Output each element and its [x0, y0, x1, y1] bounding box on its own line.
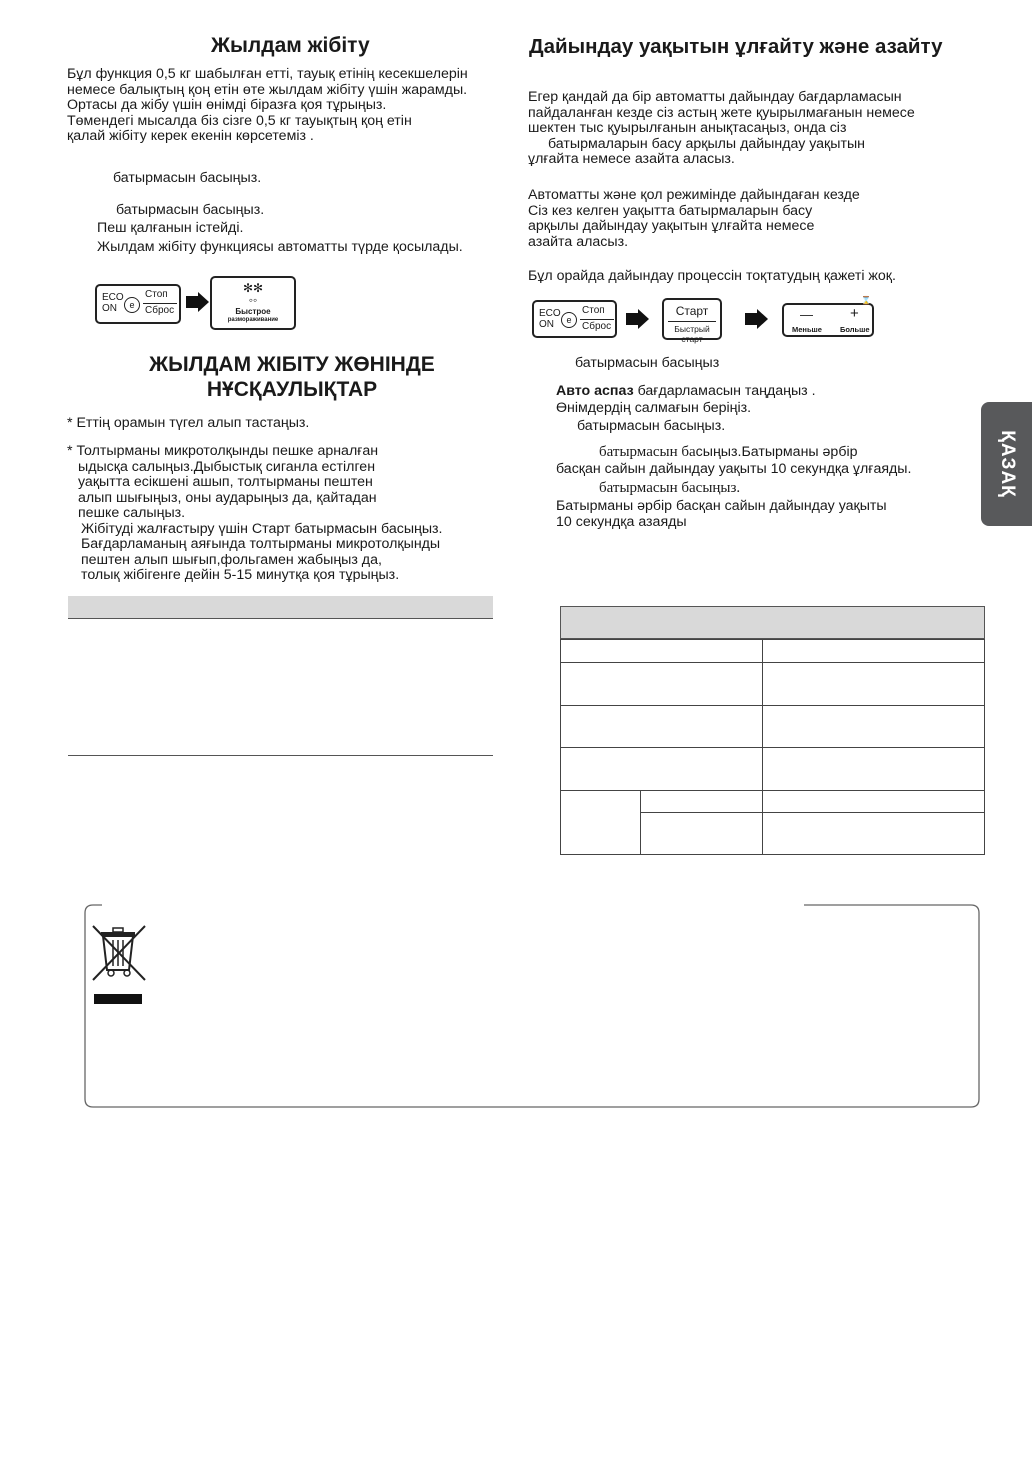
arrow-head-icon — [638, 309, 649, 329]
defrost-notes-title — [68, 352, 516, 402]
table-cell — [561, 791, 641, 855]
note-line: * Толтырманы микротолқынды пешке арналған — [67, 443, 379, 459]
para-line: шектен тыс қуырылғанын анықтасаңыз, онда сіз — [528, 120, 847, 136]
notes-title-line: ЖЫЛДАМ ЖІБІТУ ЖӨНІНДЕ — [149, 353, 435, 376]
step-text — [556, 384, 816, 400]
eco-label: ECO — [102, 292, 124, 303]
step-text: Өнімдердің салмағын беріңіз. — [556, 400, 752, 416]
disposal-notice-frame — [84, 904, 981, 1110]
para-line: Автоматты және қол режимінде дайындаған кезде — [528, 187, 860, 203]
table-cell — [763, 748, 985, 791]
note-line: пешке салыңыз. — [78, 505, 186, 521]
para-line: пайдаланған кезде сіз астың жете қуырылмағанын немесе — [528, 104, 915, 121]
on-label: ON — [539, 319, 554, 330]
para-line: Сіз кез келген уақытта батырмаларын басу — [528, 202, 813, 219]
para-line: батырмаларын басу арқылы дайындау уақытын — [548, 135, 865, 152]
start-label: Старт — [675, 304, 709, 318]
eco-label: ECO — [539, 308, 561, 319]
note-line: Жібітуді жалғастыру үшін Старт батырмасын басыңыз. — [81, 520, 443, 537]
table-cell — [763, 640, 985, 663]
table-cell — [561, 663, 763, 706]
step-text: батырмасын басыңыз. — [577, 418, 726, 434]
reset-label: Сброс — [582, 321, 612, 332]
eco-leaf-icon: e — [124, 297, 140, 313]
note-line: толық жібігенге дейін 5-15 минутқа қоя тұрыңыз. — [81, 567, 400, 583]
plus-sign: + — [850, 305, 859, 322]
more-label: Больше — [840, 325, 870, 334]
intro-line: қалай жібіту керек екенін көрсетеміз . — [67, 128, 314, 144]
auto-cook-label: Авто аспаз — [556, 383, 634, 399]
quick-defrost-intro — [67, 67, 468, 145]
step-text: Батырманы әрбір басқан сайын дайындау уақыты — [556, 498, 887, 514]
defrost-label: Быстрое — [235, 307, 271, 316]
notes-title-line: НҰСҚАУЛЫҚТАР — [206, 378, 378, 401]
left-table-bottom-rule — [68, 755, 493, 756]
table-cell — [561, 640, 763, 663]
stop-label: Стоп — [582, 305, 605, 316]
adjust-para-3: Бұл орайда дайындау процессін тоқтатудың қажеті жоқ. — [528, 268, 896, 284]
on-label: ON — [102, 303, 117, 314]
step-text: батырмасын басыңыз. — [116, 202, 265, 218]
table-cell — [763, 791, 985, 813]
left-table-header — [68, 596, 493, 619]
step-text: батырмасын басыңыз. — [599, 480, 741, 496]
note-line: Бағдарламаның аяғында толтырманы микротолқынды — [81, 536, 441, 552]
table-cell — [561, 706, 763, 748]
eco-stop-button — [532, 300, 617, 338]
arrow-head-icon — [757, 309, 768, 329]
note-line: уақытта есікшені ашып, толтырманы пештен — [78, 474, 373, 490]
eco-leaf-icon: e — [561, 312, 577, 328]
step-text: Пеш қалғанын істейді. — [97, 220, 244, 236]
intro-line: немесе балықтың қоң етін өте жылдам жібіту үшін жарамды. — [67, 81, 468, 98]
para-line: арқылы дайындау уақытын ұлғайта немесе — [528, 218, 815, 234]
note-line: алып шығыңыз, оны аударыңыз да, қайтадан — [78, 489, 377, 506]
quick-defrost-button — [210, 276, 296, 330]
para-line: Егер қандай да бір автоматты дайындау бағдарламасын — [528, 89, 902, 105]
stop-label: Стоп — [145, 289, 168, 300]
quick-start-label: Быстрый старт — [674, 324, 710, 344]
step-text: батырмасын басыңыз — [575, 355, 720, 371]
table-cell — [641, 791, 763, 813]
step-text-rest: бағдарламасын таңдаңыз . — [637, 383, 816, 399]
minus-sign: — — [800, 307, 813, 322]
arrow-icon — [626, 313, 638, 325]
right-table-header — [560, 606, 985, 639]
note-line: пештен алып шығып,фольгамен жабыңыз да, — [81, 551, 382, 568]
step-text: батырмасын басыңыз.Батырманы әрбір — [599, 444, 858, 460]
arrow-icon — [186, 296, 198, 308]
less-more-button — [782, 296, 874, 337]
eco-stop-button — [95, 284, 181, 324]
note-item: * Еттің орамын түгел алып тастаңыз. — [67, 415, 310, 431]
table-cell — [763, 663, 985, 706]
arrow-head-icon — [198, 292, 209, 312]
intro-line: Бұл функция 0,5 кг шабылған етті, тауық етінің кесекшелерін — [67, 66, 468, 82]
quick-defrost-title: Жылдам жібіту — [211, 34, 370, 57]
para-line: ұлғайта немесе азайта аласыз. — [528, 151, 735, 167]
step-text: Жылдам жібіту функциясы автоматты түрде қосылады. — [97, 239, 463, 255]
table-cell — [641, 813, 763, 855]
intro-line: Ортасы да жібу үшін өнімді біразға қоя тұрыңыз. — [67, 97, 387, 113]
para-line: азайта аласыз. — [528, 233, 629, 250]
defrost-label: размораживание — [227, 317, 279, 323]
weight-icon: ⌛ — [861, 296, 871, 305]
intro-line: Төмендегі мысалда біз сізге 0,5 кг тауықтың қоң етін — [67, 112, 412, 129]
reset-label: Сброс — [145, 305, 175, 316]
snowflake-drops-icon: ✻✻ ◦◦ — [242, 281, 264, 307]
crossed-bin-icon — [89, 924, 147, 1006]
start-button — [662, 298, 722, 344]
table-cell — [763, 813, 985, 855]
less-label: Меньше — [792, 325, 822, 334]
language-tab — [981, 402, 1032, 526]
step-text: 10 секундқа азаяды — [556, 514, 687, 530]
language-tab-label: ҚАЗАҚ — [996, 430, 1018, 498]
cook-time-adjust-title: Дайындау уақытын ұлғайту және азайту — [529, 35, 943, 58]
note-line: ыдысқа салыңыз.Дыбыстық сиганла естілген — [78, 458, 376, 475]
adjust-para-1 — [528, 90, 915, 168]
step-text: басқан сайын дайындау уақыты 10 секундқа ұлғаяды. — [556, 461, 912, 477]
table-cell — [763, 706, 985, 748]
step-text: батырмасын басыңыз. — [113, 170, 262, 186]
adjust-para-2 — [528, 188, 860, 250]
note-item — [67, 444, 443, 584]
table-cell — [561, 748, 763, 791]
arrow-icon — [745, 313, 757, 325]
right-table — [560, 639, 985, 855]
